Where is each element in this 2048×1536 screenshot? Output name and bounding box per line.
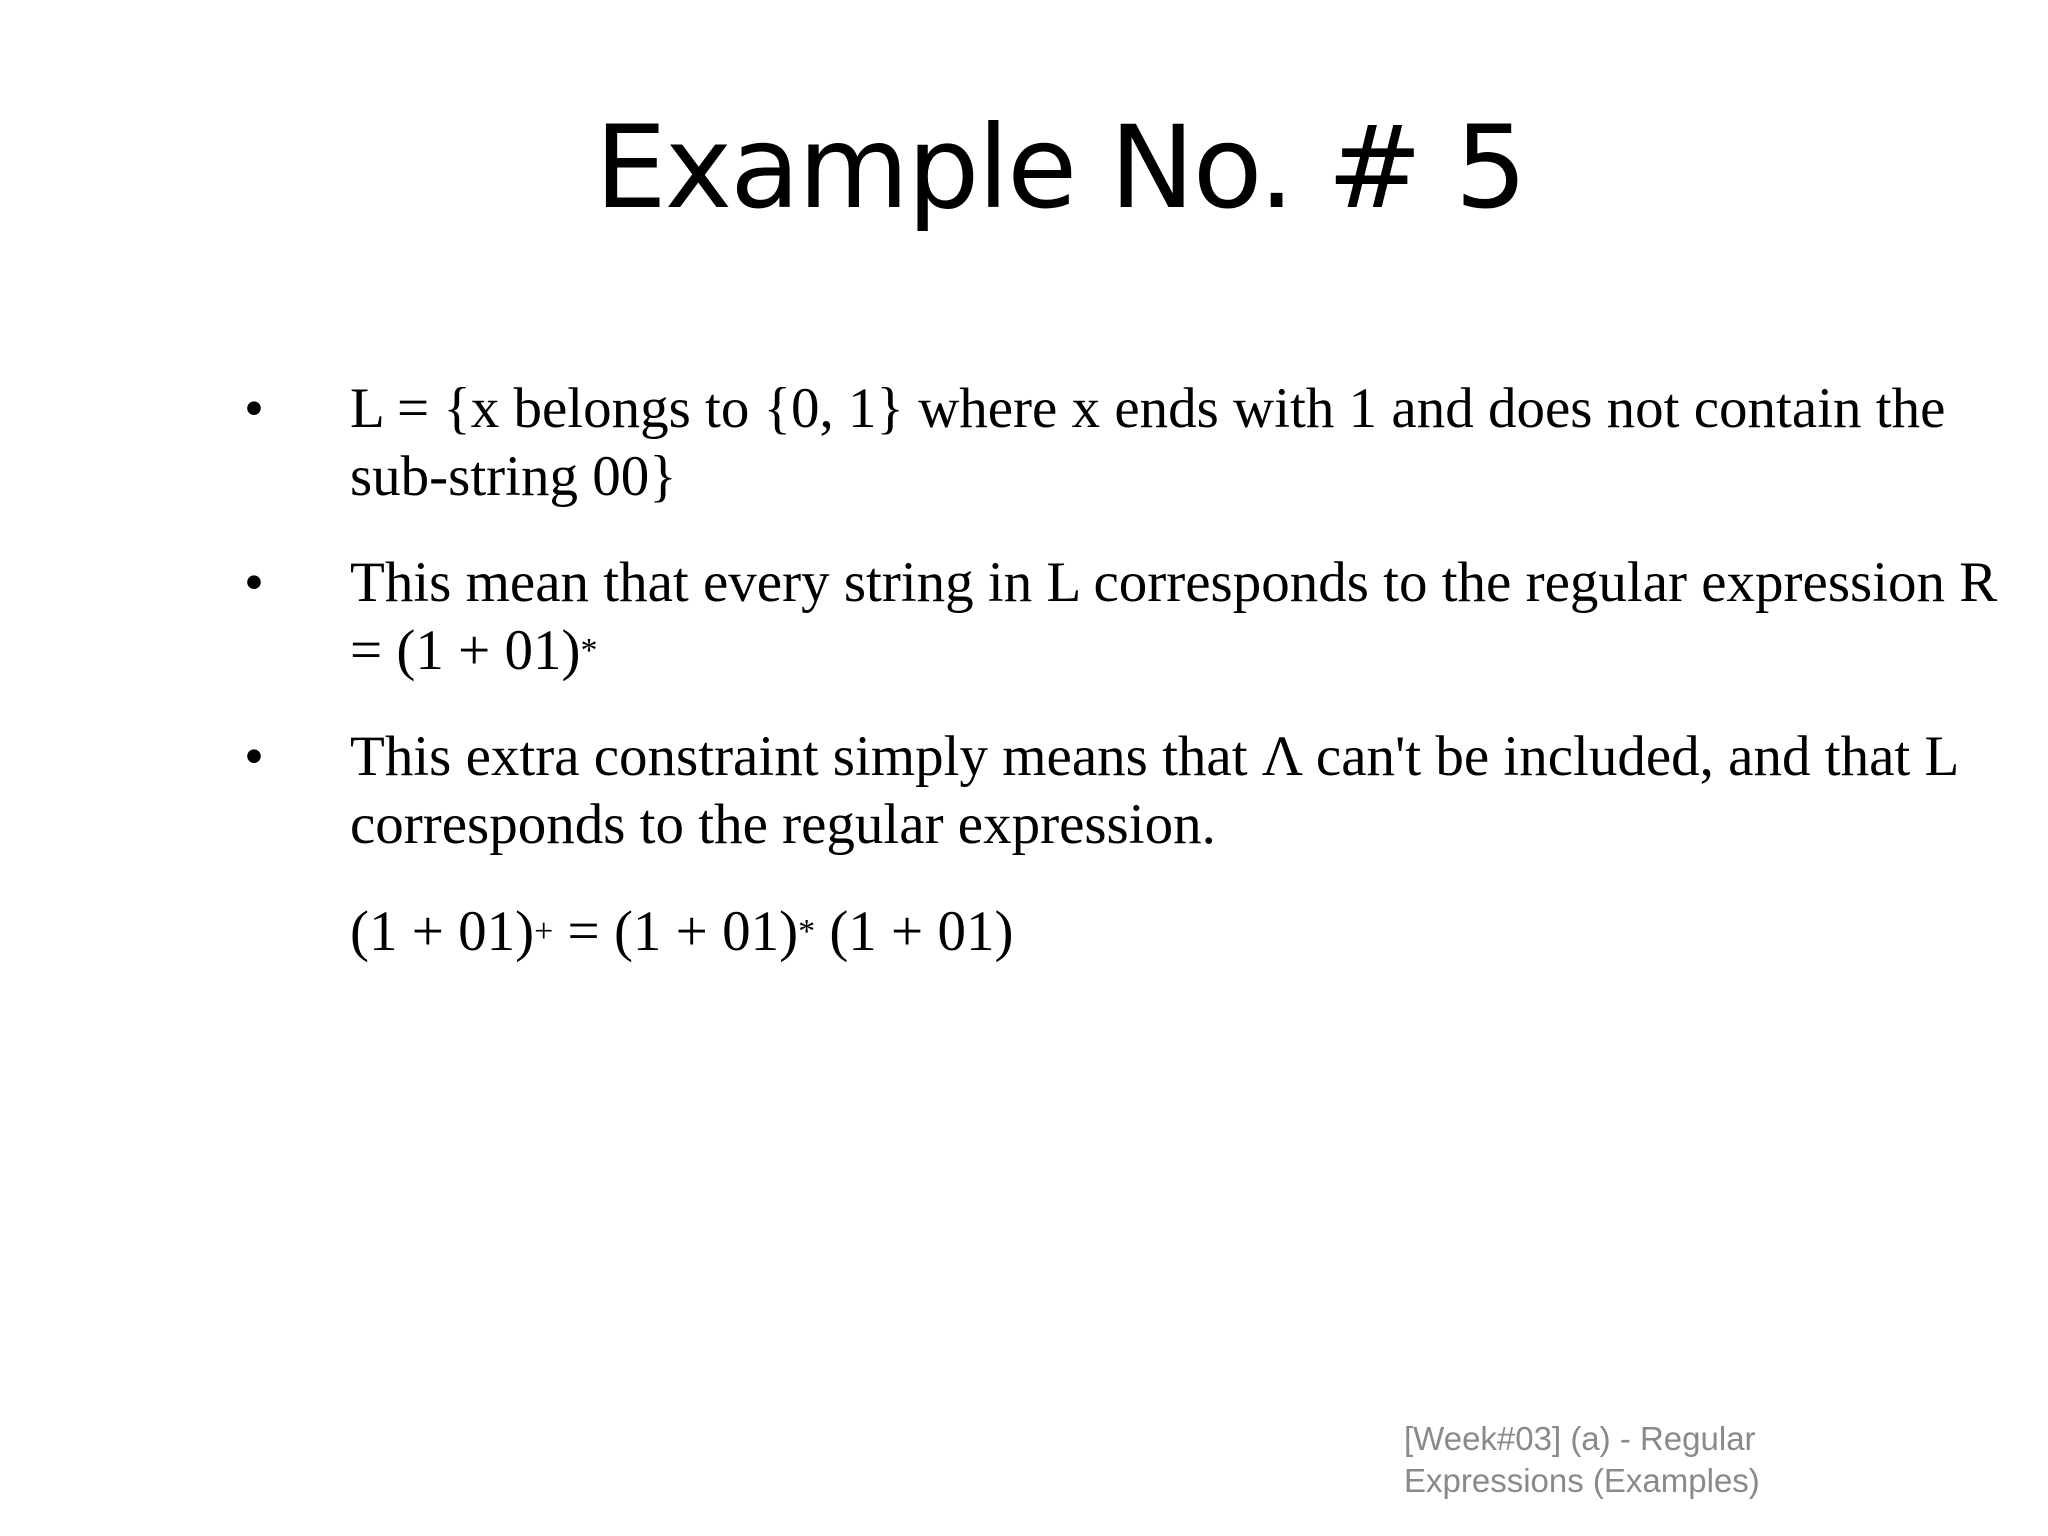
bullet-text: This extra constraint simply means that Λ can't be included, and that L corresponds to the regular expression. bbox=[350, 725, 1958, 856]
bullet-text-main: This mean that every string in L corresponds to the regular expression R = (1 + 01) bbox=[350, 551, 1998, 682]
bullet-marker: • bbox=[244, 551, 264, 614]
superscript-star: * bbox=[580, 632, 598, 669]
bullet-text bbox=[350, 549, 2030, 685]
formula-part-2: = (1 + 01) bbox=[553, 900, 799, 963]
bullet-marker: • bbox=[244, 377, 264, 440]
superscript-star: * bbox=[798, 913, 816, 950]
formula-part-3: (1 + 01) bbox=[815, 900, 1014, 963]
slide-footer bbox=[1404, 1418, 1824, 1502]
footer-line-1: [Week#03] (a) - Regular bbox=[1404, 1420, 1756, 1457]
formula bbox=[350, 898, 1013, 966]
formula-part-1: (1 + 01) bbox=[350, 900, 535, 963]
slide-title: Example No. # 5 bbox=[594, 101, 1526, 234]
bullet-text: L = {x belongs to {0, 1} where x ends with 1 and does not contain the sub-string 00} bbox=[350, 377, 1946, 508]
footer-line-2: Expressions (Examples) bbox=[1404, 1462, 1760, 1499]
bullet-marker: • bbox=[244, 725, 264, 788]
superscript-plus: + bbox=[534, 913, 554, 950]
